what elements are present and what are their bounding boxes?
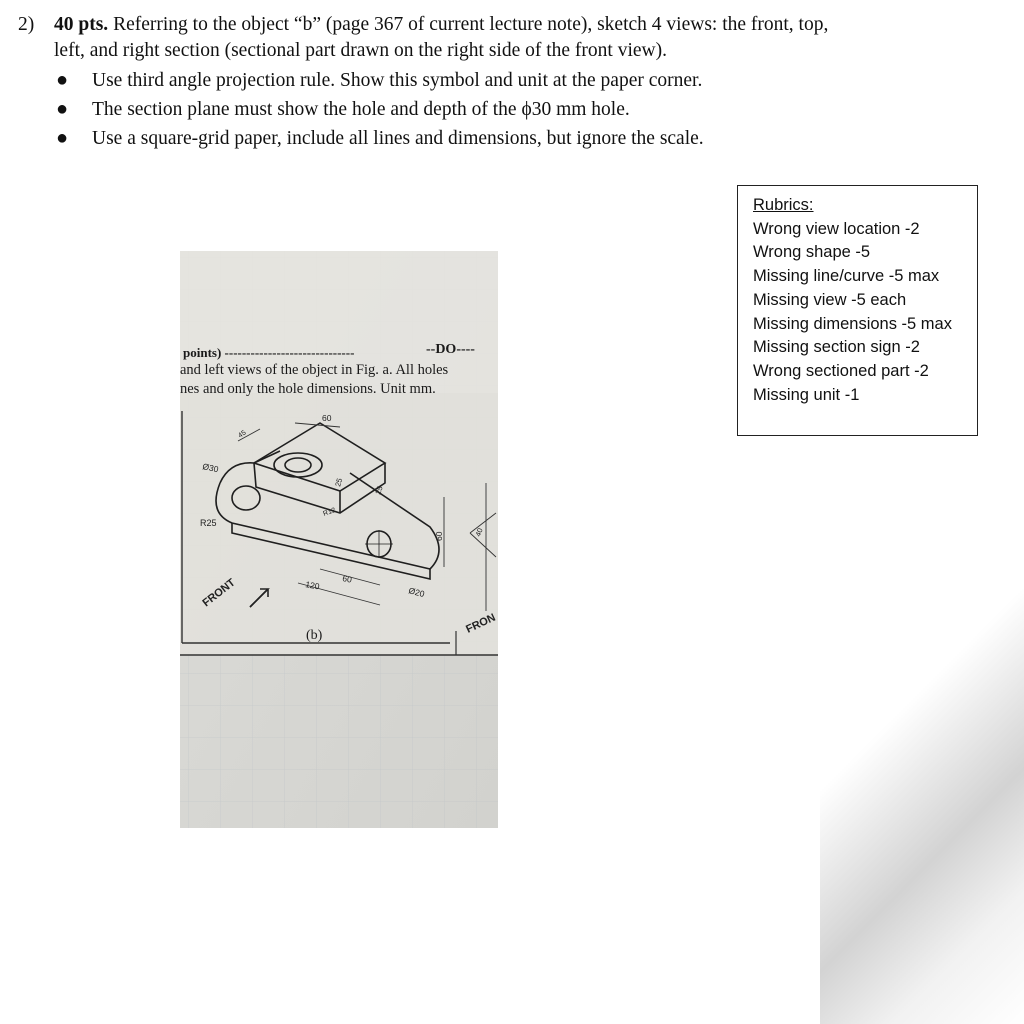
textbook-photo — [180, 251, 498, 828]
rubric-item: Wrong sectioned part -2 — [753, 361, 929, 380]
photo-text-line-2: nes and only the hole dimensions. Unit mm. — [180, 381, 436, 397]
label-60-top: 60 — [322, 413, 332, 423]
label-r12: R12 — [322, 506, 337, 518]
label-60-side: 60 — [434, 531, 444, 541]
instruction-item — [54, 66, 978, 95]
question-block — [18, 12, 978, 153]
bullet-icon: ● — [56, 98, 69, 120]
label-d20: Ø20 — [407, 585, 426, 600]
label-front-left: FRONT — [200, 576, 238, 610]
label-45: 45 — [237, 429, 248, 440]
book-page-figure — [180, 393, 498, 655]
rubric-item: Wrong view location -2 — [753, 219, 920, 238]
photo-text-line-1: and left views of the object in Fig. a. All holes — [180, 362, 449, 378]
rubrics-box — [737, 185, 978, 436]
question-text-1: Referring to the object “b” (page 367 of current lecture note), sketch 4 views: the front, top, — [113, 14, 829, 35]
textbook-photo-drawing — [180, 251, 498, 828]
question-points: 40 pts. — [54, 14, 109, 35]
label-120: 120 — [304, 579, 321, 592]
instruction-text: The section plane must show the hole and depth of the ϕ30 mm hole. — [92, 99, 630, 120]
rubric-item: Missing line/curve -5 max — [753, 267, 940, 286]
question-line-1 — [18, 12, 978, 38]
rubric-item: Missing view -5 each — [753, 290, 907, 309]
label-25a: 25 — [333, 477, 345, 488]
rubrics-title: Rubrics: — [753, 196, 814, 214]
rubric-item: Missing unit -1 — [753, 385, 860, 404]
label-60-bottom: 60 — [341, 573, 353, 585]
label-figure-b: (b) — [306, 628, 323, 643]
rubric-item: Wrong shape -5 — [753, 243, 871, 262]
label-r25: R25 — [200, 518, 217, 528]
rubric-item: Missing section sign -2 — [753, 338, 920, 357]
label-front-right: FRON — [464, 611, 498, 636]
photo-header-left: points) ------------------------------ — [183, 345, 355, 360]
label-d30: Ø30 — [201, 461, 220, 475]
bullet-icon: ● — [56, 69, 69, 91]
instruction-list — [18, 66, 978, 153]
photo-header-right: --DO---- — [426, 342, 475, 357]
label-40: 40 — [473, 526, 485, 538]
background-shadow — [820, 555, 1024, 1024]
rubric-item: Missing dimensions -5 max — [753, 314, 952, 333]
instruction-text: Use a square-grid paper, include all lines and dimensions, but ignore the scale. — [92, 128, 704, 149]
question-number: 2) — [18, 14, 35, 35]
bullet-icon: ● — [56, 127, 69, 149]
label-25b: 25 — [373, 484, 385, 496]
instruction-item — [54, 95, 978, 124]
instruction-item — [54, 124, 978, 153]
instruction-text: Use third angle projection rule. Show this symbol and unit at the paper corner. — [92, 70, 703, 91]
question-text-2: left, and right section (sectional part drawn on the right side of the front view). — [54, 40, 667, 61]
